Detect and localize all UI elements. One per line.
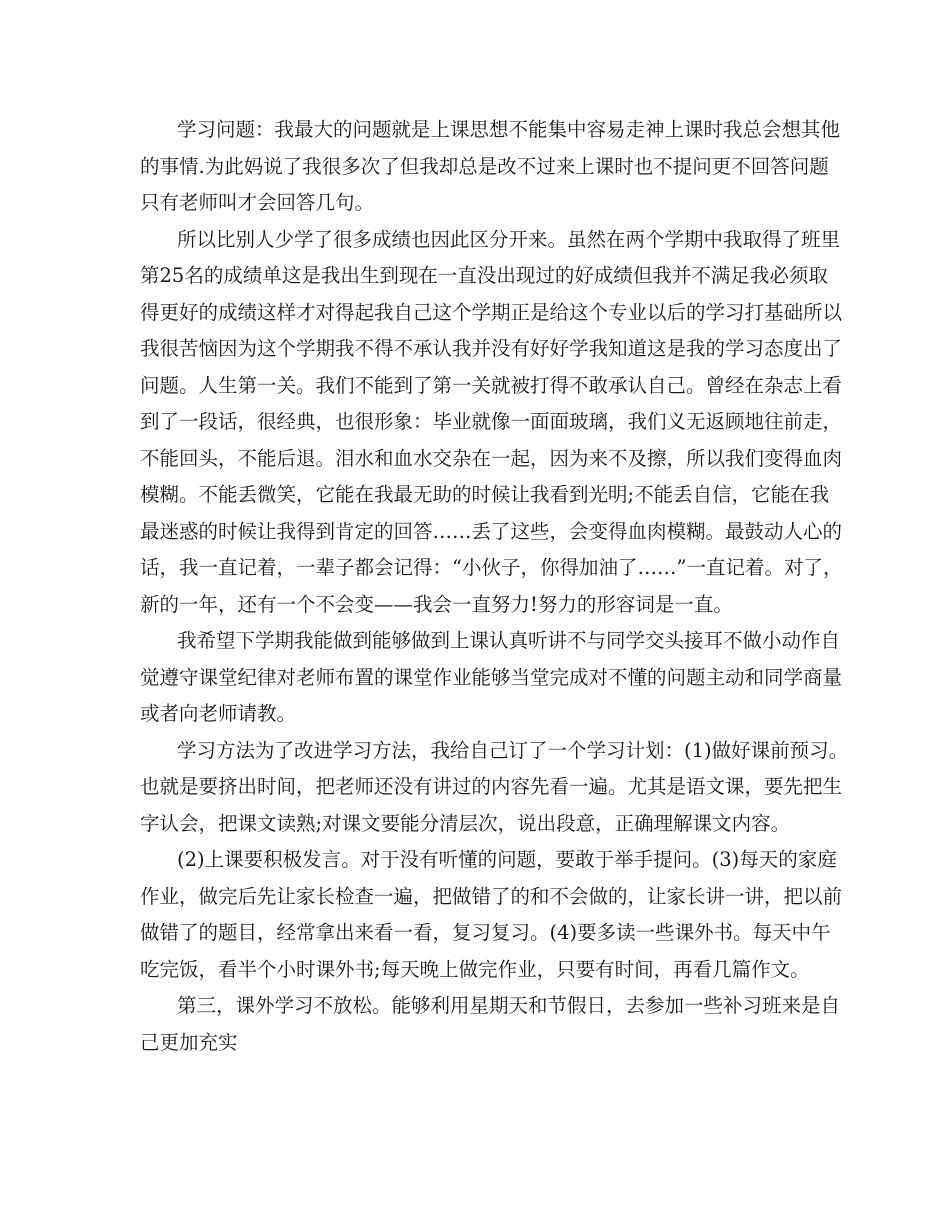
text-line: 学习问题：我最大的问题就是上课思想不能集中容易走神上课时我总会想其他 bbox=[177, 118, 841, 141]
text-line: 第25名的成绩单这是我出生到现在一直没出现过的好成绩但我并不满足我必须取 bbox=[140, 264, 828, 287]
text-line: 问题。人生第一关。我们不能到了第一关就被打得不敢承认自己。曾经在杂志上看 bbox=[140, 373, 843, 397]
text-line: (2)上课要积极发言。对于没有听懂的问题，要敢于举手提问。(3)每天的家庭 bbox=[177, 848, 837, 871]
text-line: 己更加充实 bbox=[140, 1030, 238, 1054]
paragraph-next-term-hope bbox=[140, 623, 843, 733]
text-line: 所以比别人少学了很多成绩也因此区分开来。虽然在两个学期中我取得了班里 bbox=[177, 227, 841, 251]
text-line: 到了一段话，很经典，也很形象：毕业就像一面面玻璃，我们义无返顾地往前走， bbox=[140, 410, 843, 433]
text-line: 新的一年，还有一个不会变——我会一直努力!努力的形容词是一直。 bbox=[140, 592, 733, 616]
text-line: 我很苦恼因为这个学期我不得不承认我并没有好好学我知道这是我的学习态度出了 bbox=[140, 337, 843, 360]
text-line: 也就是要挤出时间，把老师还没有讲过的内容先看一遍。尤其是语文课，要先把生 bbox=[140, 775, 843, 798]
text-line: 学习方法为了改进学习方法，我给自己订了一个学习计划：(1)做好课前预习。 bbox=[177, 738, 849, 762]
text-line: 只有老师叫才会回答几句。 bbox=[140, 191, 375, 214]
paragraph-grades-reflection bbox=[140, 222, 843, 624]
text-line: 得更好的成绩这样才对得起我自己这个学期正是给这个专业以后的学习打基础所以 bbox=[140, 300, 843, 324]
text-line: 最迷惑的时候让我得到肯定的回答……丢了这些，会变得血肉模糊。最鼓动人心的 bbox=[140, 519, 843, 543]
text-line: 模糊。不能丢微笑，它能在我最无助的时候让我看到光明;不能丢自信，它能在我 bbox=[140, 483, 830, 506]
text-line: 字认会，把课文读熟;对课文要能分清层次，说出段意，正确理解课文内容。 bbox=[140, 811, 791, 835]
text-line: 不能回头，不能后退。泪水和血水交杂在一起，因为来不及擦，所以我们变得血肉 bbox=[140, 446, 843, 470]
paragraph-study-problem bbox=[140, 112, 841, 222]
text-line: 吃完饭，看半个小时课外书;每天晚上做完作业，只要有时间，再看几篇作文。 bbox=[140, 957, 810, 981]
text-line: 作业，做完后先让家长检查一遍，把做错了的和不会做的，让家长讲一讲，把以前 bbox=[140, 884, 843, 908]
paragraph-study-plan-steps bbox=[140, 842, 843, 988]
paragraph-study-method bbox=[140, 733, 849, 843]
text-line: 做错了的题目，经常拿出来看一看，复习复习。(4)要多读一些课外书。每天中午 bbox=[140, 921, 831, 944]
document-body bbox=[140, 112, 849, 1061]
text-line: 话，我一直记着，一辈子都会记得：“小伙子，你得加油了……”一直记着。对了， bbox=[140, 556, 843, 579]
text-line: 我希望下学期我能做到能够做到上课认真听讲不与同学交头接耳不做小动作自 bbox=[177, 629, 841, 652]
text-line: 第三，课外学习不放松。能够利用星期天和节假日，去参加一些补习班来是自 bbox=[177, 994, 841, 1017]
text-line: 觉遵守课堂纪律对老师布置的课堂作业能够当堂完成对不懂的问题主动和同学商量 bbox=[140, 665, 843, 689]
paragraph-extracurricular bbox=[140, 988, 841, 1061]
text-line: 的事情.为此妈说了我很多次了但我却总是改不过来上课时也不提问更不回答问题 bbox=[140, 154, 829, 178]
text-line: 或者向老师请教。 bbox=[140, 702, 297, 725]
